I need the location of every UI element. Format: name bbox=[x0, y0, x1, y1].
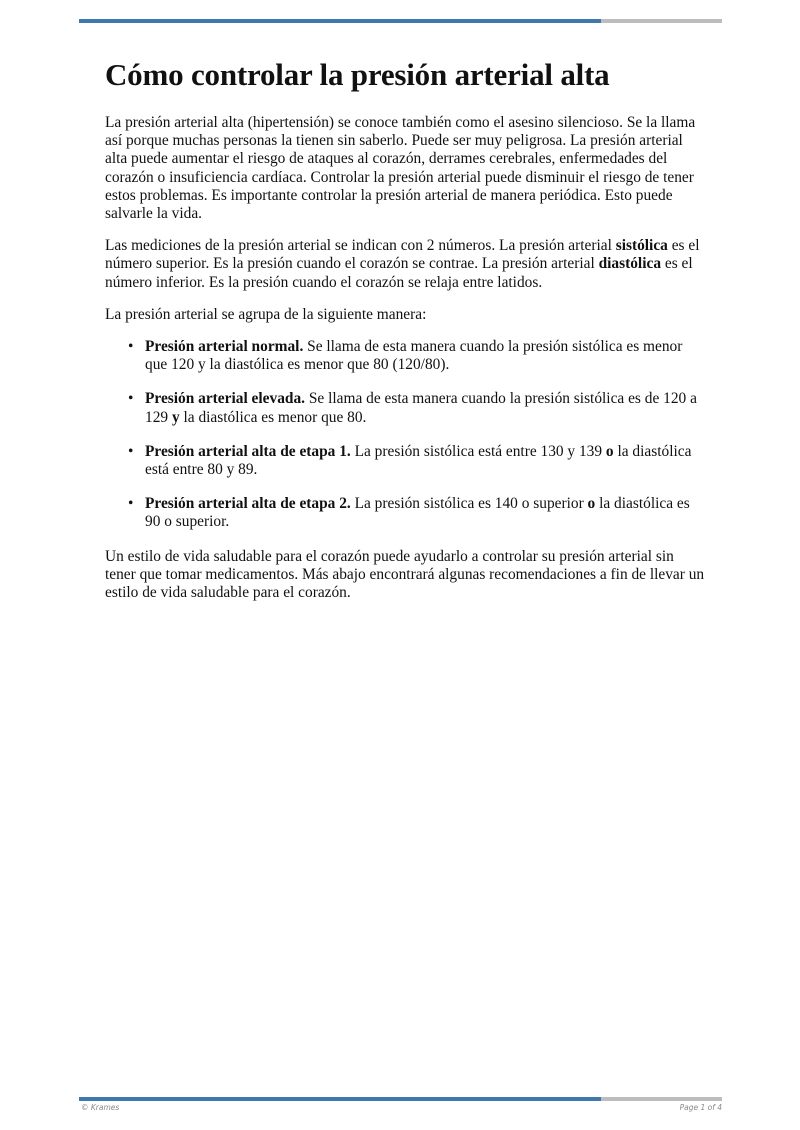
footer-rule bbox=[79, 1097, 722, 1101]
bullet-icon: • bbox=[128, 495, 134, 513]
bullet-icon: • bbox=[128, 442, 134, 460]
list-item bbox=[128, 442, 705, 479]
list-item bbox=[128, 390, 705, 426]
category-name: Presión arterial alta de etapa 2. bbox=[145, 495, 351, 513]
text-segment: es el número inferior. Es la presión cuando el corazón se relaja entre latidos. bbox=[105, 255, 693, 291]
intro-paragraph: La presión arterial alta (hipertensión) se conoce también como el asesino silencioso. Se la llama así porque muchas personas la tienen sin saberlo. Puede ser muy peligrosa. La presión arterial alta puede aumentar el riesgo de ataques al corazón, derrames cerebrales, enfermedades del corazón o insuficiencia cardíaca. Controlar la presión arterial puede disminuir el riesgo de tener estos problemas. Es importante controlar la presión arterial de manera periódica. Esto puede salvarle la vida. bbox=[105, 114, 696, 223]
measurement-paragraph bbox=[105, 237, 705, 292]
term-diastolic: diastólica bbox=[598, 255, 662, 273]
header-rule-accent bbox=[79, 19, 601, 23]
category-description: la diastólica es 90 o superior. bbox=[145, 495, 690, 531]
page-footer bbox=[81, 1103, 722, 1112]
header-rule-gray bbox=[601, 19, 722, 23]
lifestyle-paragraph: Un estilo de vida saludable para el corazón puede ayudarlo a controlar su presión arterial sin tener que tomar medicamentos. Más abajo encontrará algunas recomendaciones a fin de llevar un estilo de vida saludable para el corazón. bbox=[105, 547, 705, 602]
page-title: Cómo controlar la presión arterial alta bbox=[105, 57, 610, 92]
category-description: La presión sistólica es 140 o superior bbox=[350, 495, 588, 513]
footer-rule-gray bbox=[601, 1097, 722, 1101]
category-name: Presión arterial alta de etapa 1. bbox=[145, 442, 351, 460]
category-description: Se llama de esta manera cuando la presión sistólica es de 120 a 129 bbox=[145, 390, 697, 426]
conjunction: o bbox=[605, 442, 614, 460]
category-description: Se llama de esta manera cuando la presión sistólica es menor que 120 y la diastólica es menor que 80 (120/80). bbox=[145, 338, 683, 374]
bullet-icon: • bbox=[128, 338, 134, 356]
text-segment: es el número superior. Es la presión cuando el corazón se contrae. La presión arterial bbox=[105, 237, 700, 273]
category-name: Presión arterial elevada. bbox=[145, 390, 305, 408]
list-item bbox=[128, 495, 705, 531]
bp-categories-list bbox=[105, 338, 705, 532]
conjunction: o bbox=[587, 495, 596, 513]
category-name: Presión arterial normal. bbox=[145, 338, 304, 356]
copyright: © Krames bbox=[81, 1103, 120, 1112]
page-number: Page 1 of 4 bbox=[679, 1103, 722, 1112]
bullet-icon: • bbox=[128, 390, 134, 408]
header-rule bbox=[79, 19, 722, 23]
conjunction: y bbox=[171, 408, 180, 426]
document-content bbox=[105, 56, 705, 616]
footer-rule-accent bbox=[79, 1097, 601, 1101]
list-item bbox=[128, 338, 705, 374]
category-description: la diastólica es menor que 80. bbox=[179, 408, 367, 426]
category-description: la diastólica está entre 80 y 89. bbox=[145, 442, 692, 479]
grouping-paragraph: La presión arterial se agrupa de la siguiente manera: bbox=[105, 305, 427, 323]
text-segment: Las mediciones de la presión arterial se indican con 2 números. La presión arterial bbox=[105, 237, 616, 255]
term-systolic: sistólica bbox=[615, 237, 668, 255]
category-description: La presión sistólica está entre 130 y 139 bbox=[350, 442, 606, 460]
